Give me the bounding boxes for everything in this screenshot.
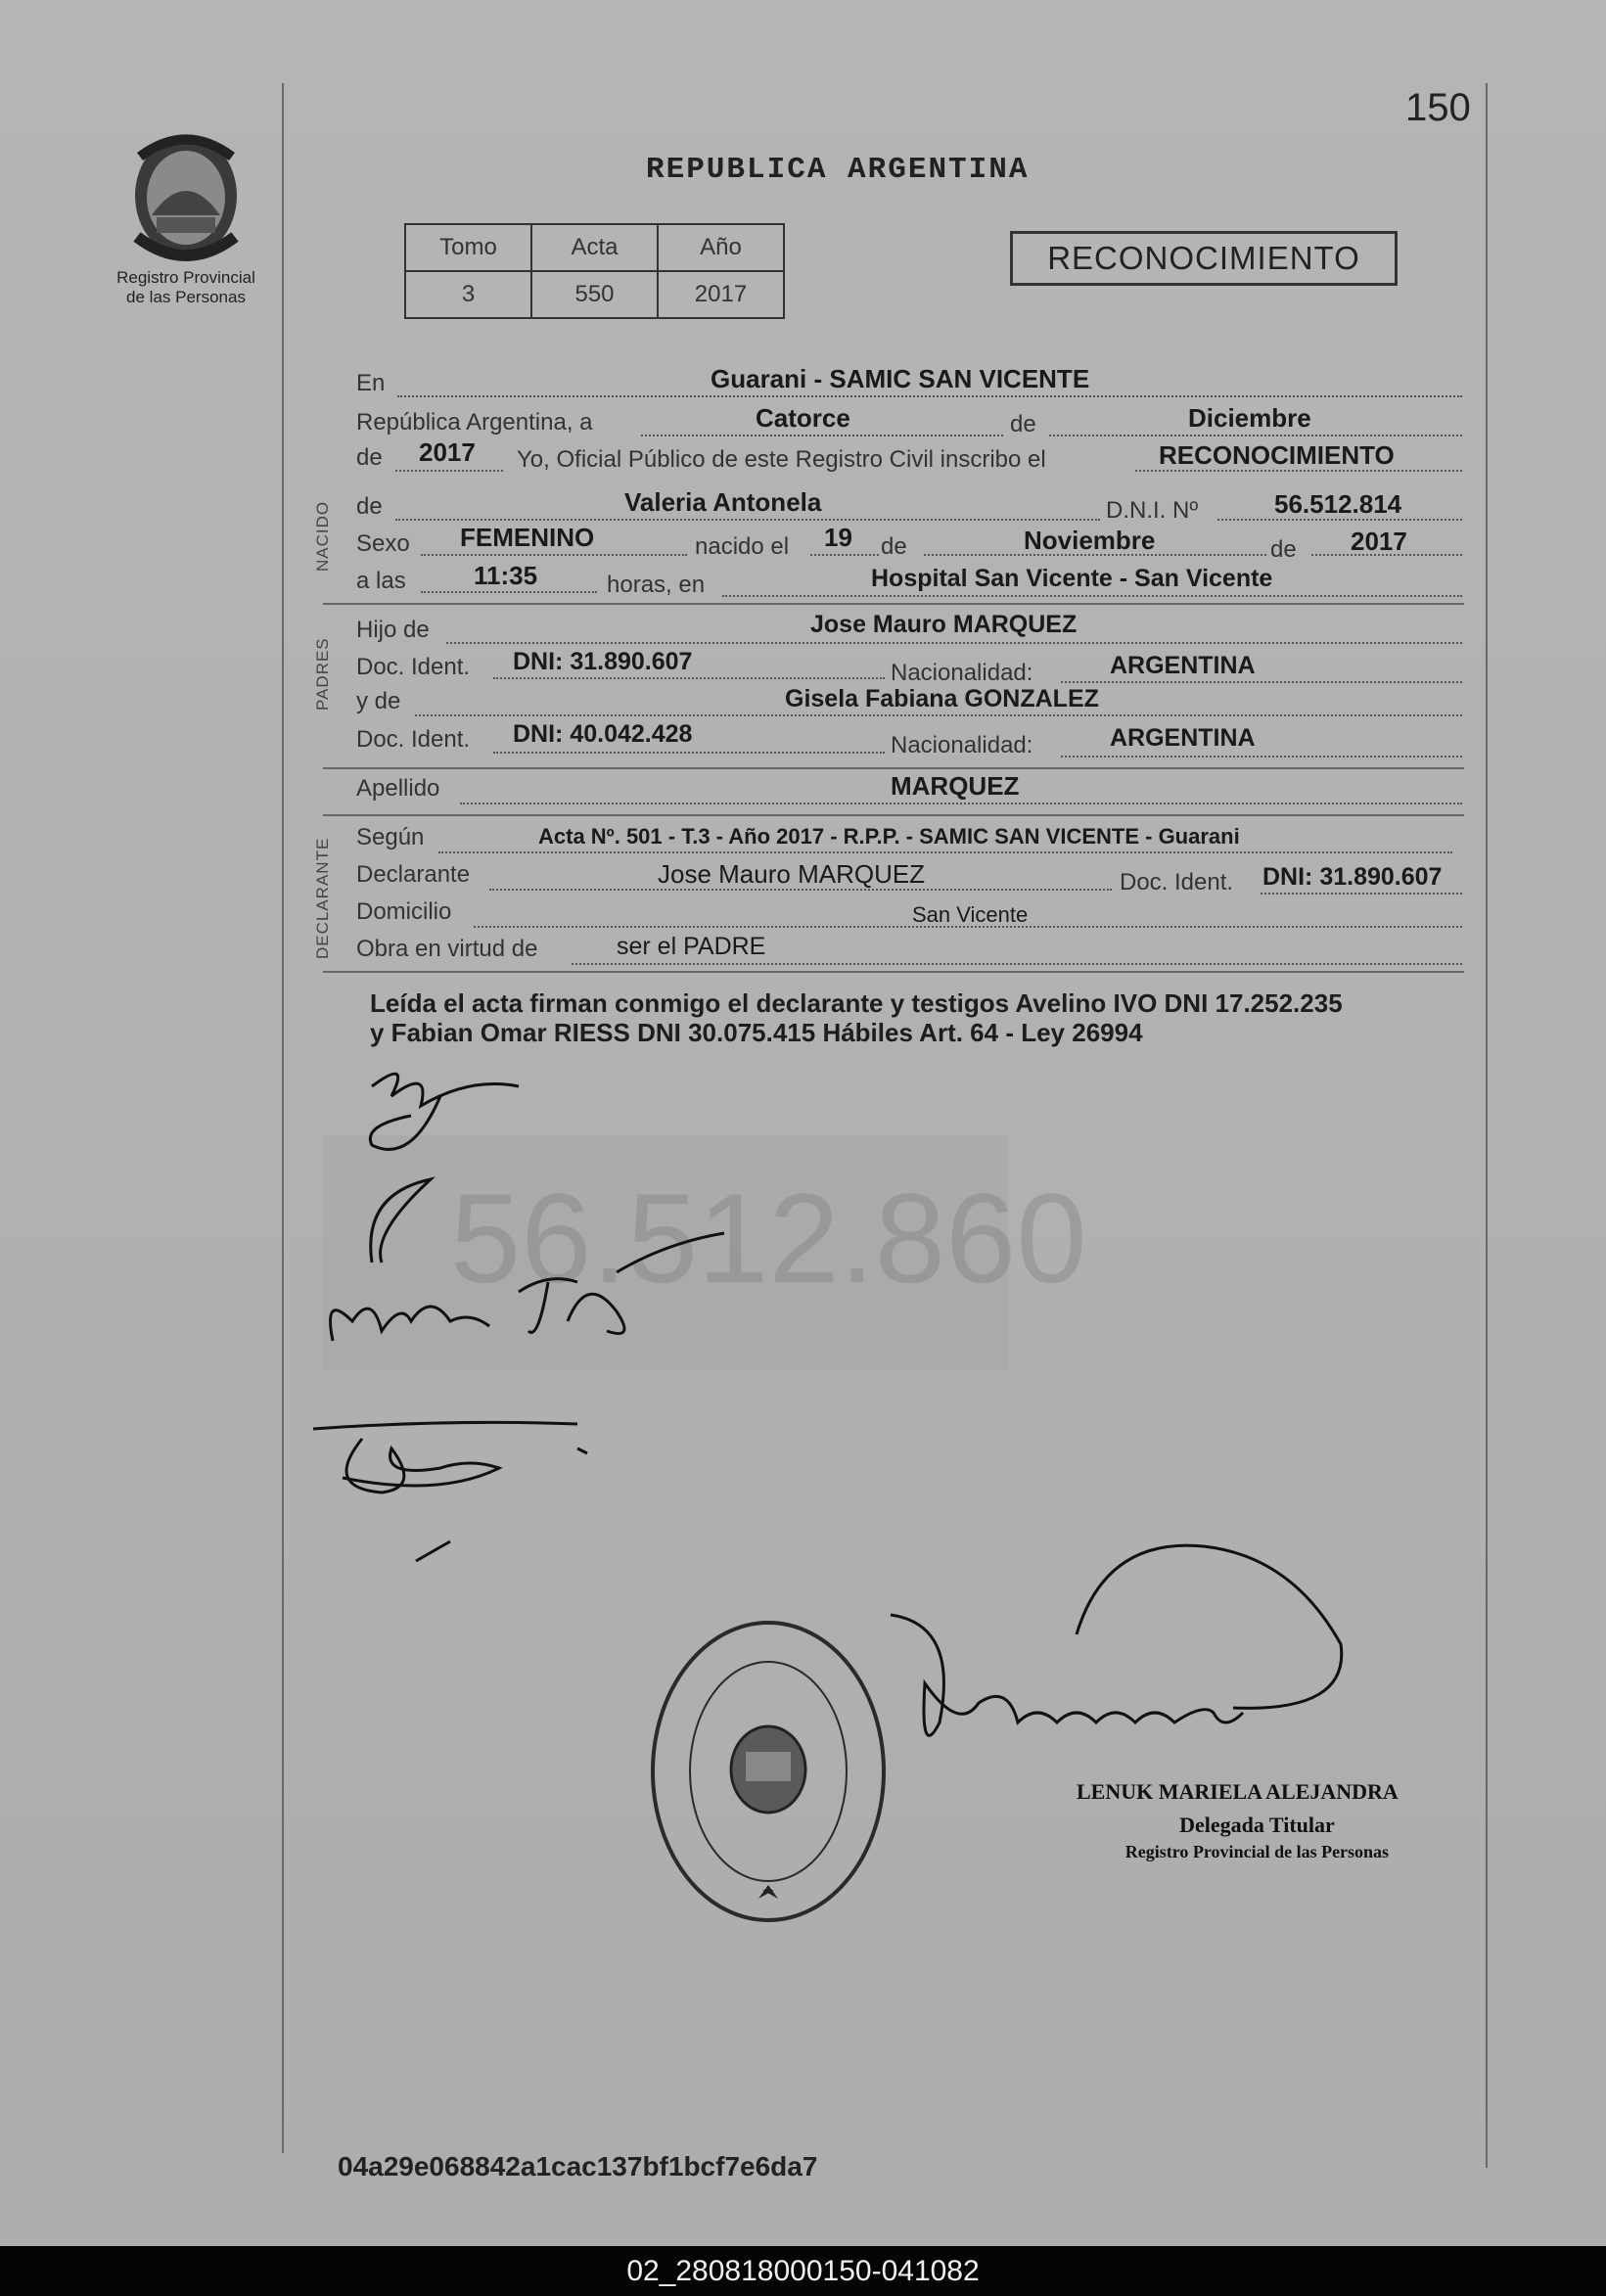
value-lugar: Guarani - SAMIC SAN VICENTE bbox=[711, 364, 1090, 393]
misiones-emblem-icon bbox=[122, 127, 250, 264]
act-type-box: RECONOCIMIENTO bbox=[1010, 231, 1398, 286]
label-de2: de bbox=[356, 444, 383, 471]
dotted-line bbox=[1261, 893, 1462, 895]
value-nombre: Valeria Antonela bbox=[624, 487, 822, 517]
value-domicilio: San Vicente bbox=[912, 902, 1029, 927]
label-obra: Obra en virtud de bbox=[356, 936, 538, 962]
value-obra: ser el PADRE bbox=[617, 933, 766, 960]
closing-statement bbox=[370, 988, 1343, 1047]
official-seal-icon bbox=[646, 1615, 891, 1928]
section-divider bbox=[323, 603, 1464, 605]
value-tipo: RECONOCIMIENTO bbox=[1159, 440, 1395, 470]
label-y-de: y de bbox=[356, 688, 401, 714]
dotted-line bbox=[1049, 435, 1462, 436]
label-de: de bbox=[1010, 411, 1036, 437]
right-margin-rule bbox=[1486, 83, 1488, 2168]
label-sexo: Sexo bbox=[356, 530, 410, 557]
dotted-line bbox=[421, 554, 687, 556]
dotted-line bbox=[493, 677, 885, 679]
document-hash: 04a29e068842a1cac137bf1bcf7e6da7 bbox=[338, 2151, 818, 2181]
officer-name: LENUK MARIELA ALEJANDRA bbox=[1077, 1779, 1399, 1804]
value-segun: Acta Nº. 501 - T.3 - Año 2017 - R.P.P. - SAMIC SAN VICENTE - Guarani bbox=[538, 824, 1240, 849]
officer-office: Registro Provincial de las Personas bbox=[1124, 1842, 1390, 1861]
officer-title: Delegada Titular bbox=[1179, 1813, 1335, 1837]
logo-caption-line2: de las Personas bbox=[126, 288, 246, 306]
header-tomo: Tomo bbox=[405, 224, 531, 271]
side-label-padres: PADRES bbox=[313, 637, 332, 711]
label-doc-ident-declarante: Doc. Ident. bbox=[1120, 869, 1234, 895]
country-title: REPUBLICA ARGENTINA bbox=[646, 153, 1030, 187]
value-apellido: MARQUEZ bbox=[891, 771, 1020, 801]
value-dni: 56.512.814 bbox=[1274, 489, 1402, 519]
label-nacionalidad-padre: Nacionalidad: bbox=[891, 660, 1033, 686]
value-madre-doc: DNI: 40.042.428 bbox=[513, 720, 693, 748]
label-apellido: Apellido bbox=[356, 775, 440, 802]
footer-id-strip: 02_280818000150-041082 bbox=[0, 2246, 1606, 2296]
label-de-anio: de bbox=[1270, 536, 1297, 563]
value-nac-mes: Noviembre bbox=[1024, 526, 1156, 555]
label-de-mes: de bbox=[881, 533, 907, 560]
dotted-line bbox=[572, 963, 1462, 965]
dotted-line bbox=[810, 554, 879, 556]
label-de-nombre: de bbox=[356, 493, 383, 520]
side-label-declarante: DECLARANTE bbox=[313, 837, 332, 959]
value-hora: 11:35 bbox=[474, 561, 538, 590]
label-declarante: Declarante bbox=[356, 861, 471, 888]
label-doc-ident-padre: Doc. Ident. bbox=[356, 654, 471, 680]
value-dia: Catorce bbox=[756, 403, 850, 433]
closing-line-1: Leída el acta firman conmigo el declarante y testigos Avelino IVO DNI 17.252.235 bbox=[370, 988, 1343, 1018]
label-horas: horas, en bbox=[607, 572, 706, 598]
dotted-line bbox=[446, 642, 1462, 644]
label-nacido: nacido el bbox=[695, 533, 790, 560]
value-nac-dia: 19 bbox=[824, 523, 852, 552]
officer-stamp bbox=[1077, 1779, 1399, 1862]
label-nacionalidad-madre: Nacionalidad: bbox=[891, 732, 1033, 758]
label-hijo-de: Hijo de bbox=[356, 617, 430, 643]
section-divider bbox=[323, 814, 1464, 816]
dotted-line bbox=[438, 851, 1452, 853]
signature-witness-2-icon bbox=[303, 1409, 597, 1507]
value-anio: 2017 bbox=[658, 271, 784, 318]
value-sexo: FEMENINO bbox=[460, 523, 595, 552]
value-nac-anio: 2017 bbox=[1351, 527, 1407, 556]
register-header-row bbox=[405, 224, 784, 271]
value-tomo: 3 bbox=[405, 271, 531, 318]
dotted-line bbox=[1061, 756, 1462, 758]
dotted-line bbox=[722, 595, 1462, 597]
dotted-line bbox=[415, 714, 1462, 716]
value-padre-doc: DNI: 31.890.607 bbox=[513, 648, 693, 675]
section-divider bbox=[323, 767, 1464, 769]
page-number: 150 bbox=[1405, 86, 1471, 129]
dotted-line bbox=[493, 752, 885, 754]
dotted-line bbox=[421, 591, 597, 593]
label-republica: República Argentina, a bbox=[356, 409, 593, 436]
value-anio: 2017 bbox=[419, 437, 476, 467]
label-a-las: a las bbox=[356, 568, 406, 594]
value-lugar-nac: Hospital San Vicente - San Vicente bbox=[871, 565, 1273, 592]
header-acta: Acta bbox=[531, 224, 658, 271]
dotted-line bbox=[397, 395, 1462, 397]
value-padre-nac: ARGENTINA bbox=[1110, 652, 1256, 679]
bleed-through-number: 56.512.860 bbox=[450, 1167, 1087, 1309]
side-label-nacido: NACIDO bbox=[313, 500, 332, 572]
label-en: En bbox=[356, 370, 386, 396]
signature-officer-icon bbox=[881, 1537, 1370, 1811]
signature-declarant-icon bbox=[352, 1047, 548, 1165]
signature-witness-1-icon bbox=[313, 1174, 744, 1351]
label-yo: Yo, Oficial Público de este Registro Civil inscribo el bbox=[517, 446, 1046, 473]
registry-logo bbox=[108, 127, 264, 307]
section-divider bbox=[323, 971, 1464, 973]
left-margin-rule bbox=[282, 83, 284, 2153]
logo-caption-line1: Registro Provincial bbox=[116, 268, 255, 287]
dotted-line bbox=[460, 803, 1462, 804]
value-acta: 550 bbox=[531, 271, 658, 318]
label-dni: D.N.I. Nº bbox=[1106, 497, 1199, 524]
register-table bbox=[404, 223, 785, 319]
dotted-line bbox=[641, 435, 1003, 436]
value-mes: Diciembre bbox=[1188, 403, 1311, 433]
value-declarante-doc: DNI: 31.890.607 bbox=[1262, 863, 1443, 891]
closing-line-2: y Fabian Omar RIESS DNI 30.075.415 Hábiles Art. 64 - Ley 26994 bbox=[370, 1018, 1143, 1047]
label-segun: Según bbox=[356, 824, 425, 850]
dotted-line bbox=[1061, 681, 1462, 683]
tick-mark-icon bbox=[411, 1537, 460, 1566]
dotted-line bbox=[395, 519, 1100, 521]
register-value-row bbox=[405, 271, 784, 318]
value-madre-nac: ARGENTINA bbox=[1110, 724, 1256, 752]
value-madre: Gisela Fabiana GONZALEZ bbox=[785, 685, 1099, 712]
value-padre: Jose Mauro MARQUEZ bbox=[810, 611, 1078, 638]
label-domicilio: Domicilio bbox=[356, 898, 452, 925]
label-doc-ident-madre: Doc. Ident. bbox=[356, 726, 471, 753]
header-anio: Año bbox=[658, 224, 784, 271]
dotted-line bbox=[395, 470, 503, 472]
value-declarante: Jose Mauro MARQUEZ bbox=[658, 859, 926, 889]
